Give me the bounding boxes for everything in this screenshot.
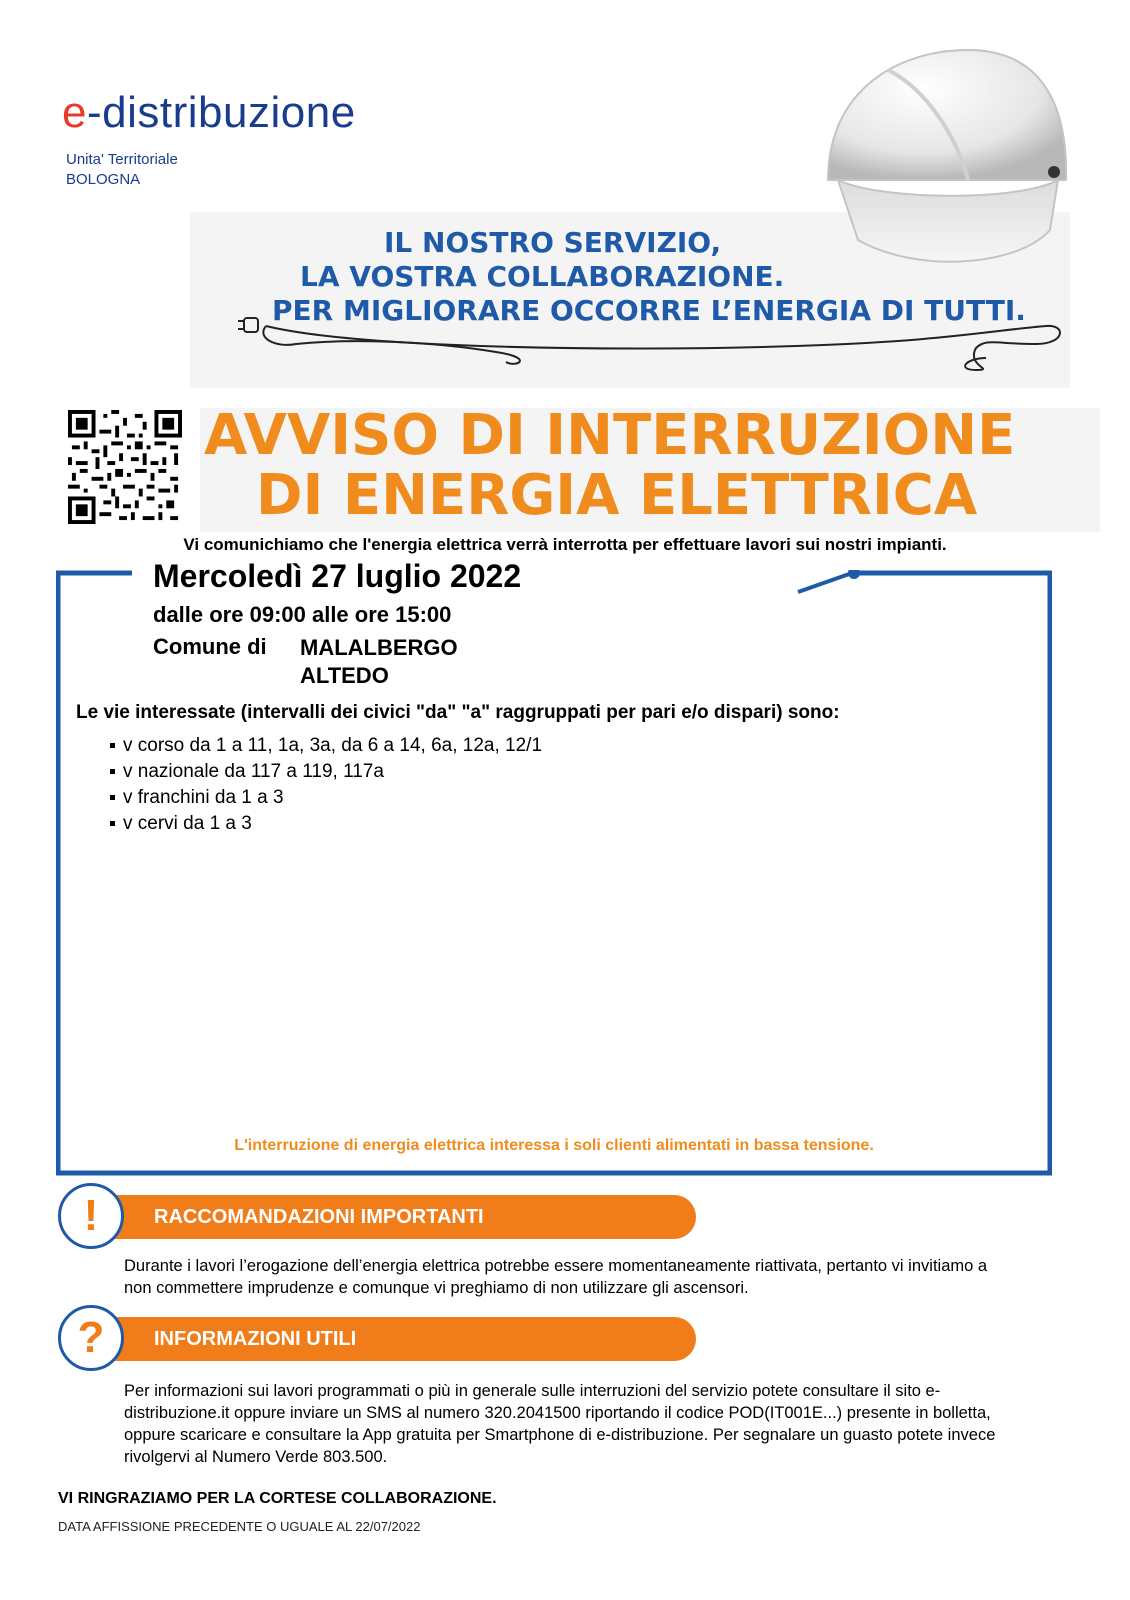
notice-frame [56,570,1052,1176]
title-line-1: AVVISO DI INTERRUZIONE [204,403,1016,468]
list-item [110,759,542,785]
low-voltage-note: L'interruzione di energia elettrica interessa i soli clienti alimentati in bassa tensione. [234,1137,874,1154]
title-line-2: DI ENERGIA ELETTRICA [256,463,978,528]
bullet-icon [110,769,115,774]
recommendations-header [90,1195,696,1239]
street-text: v corso da 1 a 11, 1a, 3a, da 6 a 14, 6a, 12a, 12/1 [123,735,543,756]
brand-logo [62,88,356,138]
logo-e: e [62,88,87,137]
comune-values [300,634,458,690]
recommendations-text: Durante i lavori l’erogazione dell’energia elettrica potrebbe essere momentaneamente riattivata, pertanto vi invitiamo a non commettere imprudenze e comunque vi preghiamo di non utilizzare gli ascensori. [124,1257,988,1297]
info-title: INFORMAZIONI UTILI [154,1328,357,1350]
streets-intro: Le vie interessate (intervalli dei civici "da" "a" raggruppati per pari e/o dispari) sono: [76,702,840,723]
list-item [110,811,542,837]
slogan-line-1: IL NOSTRO SERVIZIO, [384,226,722,259]
logo-text: -distribuzione [86,88,356,137]
recommendations-title: RACCOMANDAZIONI IMPORTANTI [154,1206,484,1228]
bullet-icon [110,821,115,826]
safety-helmet-icon [818,30,1088,290]
question-icon: ? [58,1305,124,1371]
info-header [90,1317,696,1361]
thanks-text: VI RINGRAZIAMO PER LA CORTESE COLLABORAZIONE. [58,1490,497,1507]
interruption-date: Mercoledì 27 luglio 2022 [153,558,522,594]
intro-text: Vi comunichiamo che l'energia elettrica verrà interrotta per effettuare lavori sui nostri impianti. [183,535,947,554]
qr-code [68,410,182,524]
cable-plug-icon [236,308,1066,380]
slogan-line-3: PER MIGLIORARE OCCORRE L’ENERGIA DI TUTTI. [272,294,1026,327]
interruption-hours: dalle ore 09:00 alle ore 15:00 [153,602,452,627]
frazione-name: ALTEDO [300,663,389,688]
street-text: v nazionale da 117 a 119, 117a [123,761,384,782]
comune-label: Comune di [153,634,267,659]
street-text: v franchini da 1 a 3 [123,787,284,808]
comune-name: MALALBERGO [300,635,458,660]
list-item [110,733,542,759]
bullet-icon [110,743,115,748]
slogan-line-2: LA VOSTRA COLLABORAZIONE. [300,260,785,293]
posting-date: DATA AFFISSIONE PRECEDENTE O UGUALE AL 22/07/2022 [58,1519,421,1534]
street-text: v cervi da 1 a 3 [123,813,252,834]
territorial-unit [66,150,178,190]
exclamation-icon: ! [58,1183,124,1249]
streets-list [110,733,542,837]
bullet-icon [110,795,115,800]
info-text: Per informazioni sui lavori programmati o più in generale sulle interruzioni del servizio potete consultare il sito e-distribuzione.it oppure inviare un SMS al numero 320.2041500 riportando il codice POD(IT001E...) presente in bolletta, oppure scaricare e consultare la App gratuita per Smartphone di e-distribuzione. Per segnalare un guasto potete invece rivolgervi al Numero Verde 803.500. [124,1382,996,1466]
unit-label: Unita' Territoriale [66,151,178,168]
list-item [110,785,542,811]
unit-city: BOLOGNA [66,171,141,188]
